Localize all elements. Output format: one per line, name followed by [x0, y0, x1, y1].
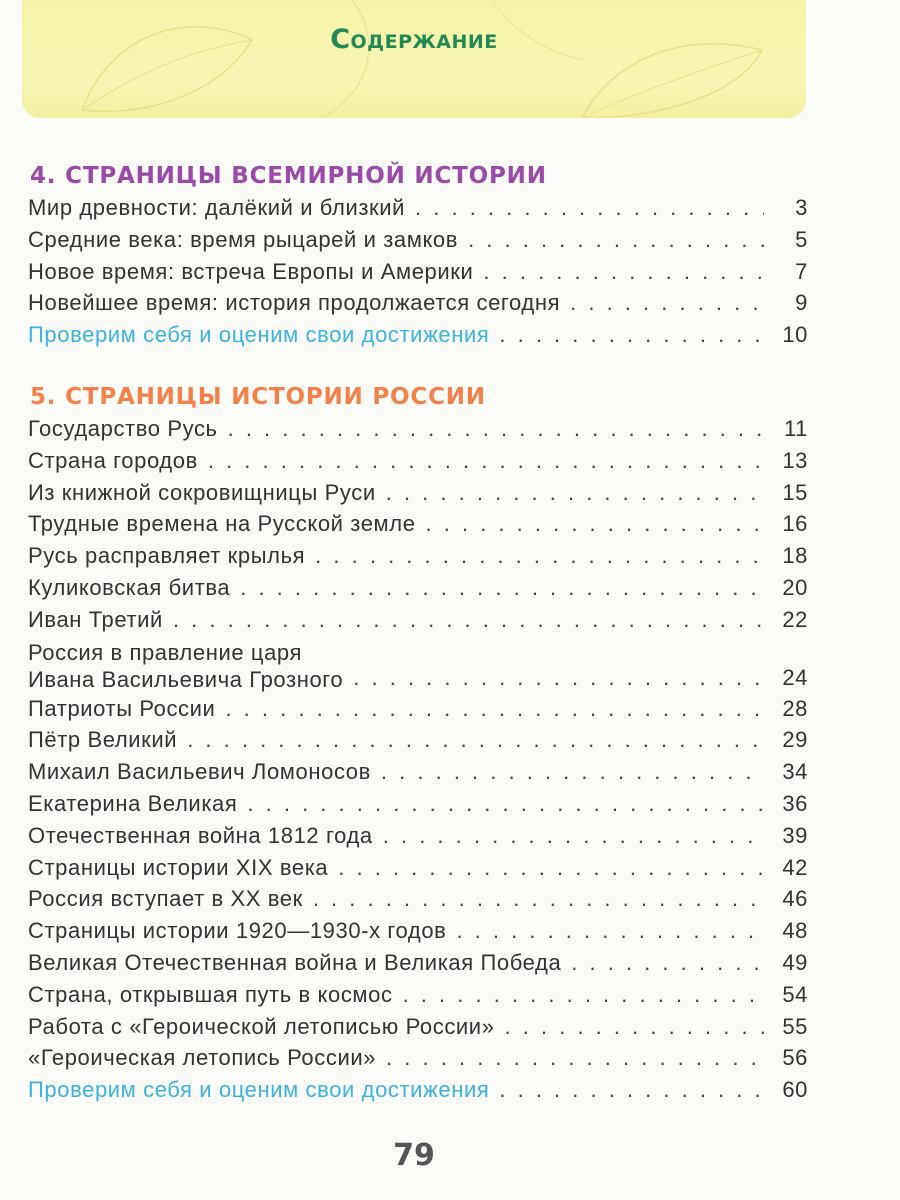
toc-entry[interactable] [28, 636, 808, 693]
toc-entry-page: 34 [782, 759, 808, 785]
toc-entry[interactable] [28, 979, 808, 1011]
toc-entry-title: Новое время: встреча Европы и Америки [28, 258, 474, 284]
toc-entry-page: 10 [782, 322, 808, 348]
toc-entry[interactable] [28, 477, 808, 509]
toc-entry-page: 54 [782, 981, 808, 1007]
dot-leader [499, 1074, 764, 1106]
toc-entry-page: 36 [782, 790, 808, 816]
dot-leader [386, 1042, 764, 1074]
toc-entry[interactable] [28, 413, 808, 445]
toc-entry-title: Из книжной сокровищницы Руси [28, 479, 376, 505]
toc-entry-title: Новейшее время: история продолжается сегодня [28, 290, 561, 316]
dot-leader [353, 662, 764, 693]
page-number: 79 [393, 1138, 435, 1173]
dot-leader [403, 979, 764, 1011]
toc-entry-page: 5 [795, 226, 808, 252]
dot-leader [225, 693, 764, 725]
dot-leader [247, 788, 764, 820]
toc-entry-page: 13 [782, 447, 808, 473]
toc-entry-page: 24 [782, 664, 808, 690]
toc-entry-page: 3 [795, 195, 808, 220]
dot-leader [499, 319, 764, 351]
toc-entry-title: Страна, открывшая путь в космос [28, 981, 393, 1007]
dot-leader [571, 947, 764, 979]
toc-entry-title: Средние века: время рыцарей и замков [28, 226, 459, 252]
toc-entry[interactable] [28, 256, 808, 288]
toc-entry-title: Мир древности: далёкий и близкий [28, 195, 406, 220]
toc-entry-page: 60 [782, 1077, 808, 1103]
toc-entry[interactable] [28, 788, 808, 820]
toc-entry-page: 7 [795, 258, 808, 284]
dot-leader [483, 256, 764, 288]
section-heading-russian-history: 5. СТРАНИЦЫ ИСТОРИИ РОССИИ [30, 383, 486, 410]
toc-entry-page: 16 [782, 511, 808, 537]
toc-entry-title: «Героическая летопись России» [28, 1045, 377, 1071]
toc-entry-title: Проверим себя и оценим свои достижения [28, 1077, 490, 1103]
toc-entry-title: Трудные времена на Русской земле [28, 511, 416, 537]
toc-entry-page: 22 [782, 606, 808, 632]
toc-entry[interactable] [28, 224, 808, 256]
dot-leader [468, 224, 764, 256]
toc-entry-page: 48 [782, 918, 808, 944]
toc-entry-page: 39 [782, 822, 808, 848]
toc-entry-title: Работа с «Героической летописью России» [28, 1013, 495, 1039]
toc-entry[interactable] [28, 1011, 808, 1043]
toc-entry-page: 49 [782, 949, 808, 975]
toc-entry-page: 46 [782, 886, 808, 912]
toc-entry-title: Страницы истории 1920—1930-х годов [28, 918, 447, 944]
toc-entry[interactable] [28, 852, 808, 884]
toc-entry[interactable] [28, 445, 808, 477]
toc-entry-page: 20 [782, 574, 808, 600]
dot-leader [240, 572, 764, 604]
toc-entry-page: 29 [782, 727, 808, 753]
toc-entry[interactable] [28, 572, 808, 604]
dot-leader [187, 724, 764, 756]
dot-leader [426, 508, 764, 540]
toc-entry-title: Проверим себя и оценим свои достижения [28, 322, 490, 348]
toc-entry-self-check[interactable] [28, 319, 808, 351]
toc-entry[interactable] [28, 915, 808, 947]
dot-leader [228, 413, 764, 445]
toc-entry[interactable] [28, 883, 808, 915]
dot-leader [313, 883, 764, 915]
toc-entry[interactable] [28, 1042, 808, 1074]
toc-entry[interactable] [28, 287, 808, 319]
toc-entry-title: Великая Отечественная война и Великая Победа [28, 949, 562, 975]
toc-entry[interactable] [28, 820, 808, 852]
dot-leader [415, 192, 764, 224]
toc-entry-page: 56 [782, 1045, 808, 1071]
toc-entry-page: 11 [783, 415, 808, 441]
toc-entry-title-line1: Россия в правление царя [28, 639, 303, 665]
toc-entry[interactable] [28, 192, 808, 224]
toc-entry-page: 55 [782, 1013, 808, 1039]
toc-entry[interactable] [28, 724, 808, 756]
toc-entry[interactable] [28, 693, 808, 725]
toc-entry-title: Михаил Васильевич Ломоносов [28, 759, 371, 785]
toc-entry[interactable] [28, 508, 808, 540]
dot-leader [338, 852, 764, 884]
toc-entry-title: Патриоты России [28, 695, 216, 721]
toc-entry-page: 18 [782, 543, 808, 569]
toc-entry-title-line2: Ивана Васильевича Грозного [28, 666, 344, 692]
dot-leader [208, 445, 764, 477]
dot-leader [570, 287, 764, 319]
dot-leader [173, 604, 764, 636]
toc-entry-title: Отечественная война 1812 года [28, 822, 373, 848]
toc-entry-title: Государство Русь [28, 415, 218, 441]
dot-leader [505, 1011, 764, 1043]
section-heading-world-history: 4. СТРАНИЦЫ ВСЕМИРНОЙ ИСТОРИИ [30, 163, 547, 189]
toc-entry-title: Пётр Великий [28, 727, 178, 753]
toc-entry-title: Страна городов [28, 447, 198, 473]
toc-entry[interactable] [28, 756, 808, 788]
toc-entry[interactable] [28, 604, 808, 636]
toc-entry-page: 42 [782, 854, 808, 880]
page-title: Содержание [330, 24, 498, 55]
toc-entry-title [28, 639, 343, 693]
header-band [22, 0, 806, 118]
toc-entry[interactable] [28, 540, 808, 572]
toc-entry-title: Русь расправляет крылья [28, 543, 306, 569]
table-of-contents [28, 160, 808, 1106]
dot-leader [456, 915, 764, 947]
leaf-decoration [22, 0, 806, 118]
toc-entry-page: 28 [782, 695, 808, 721]
toc-entry-page: 9 [795, 290, 808, 316]
toc-entry[interactable] [28, 947, 808, 979]
dot-leader [381, 756, 764, 788]
toc-entry-self-check[interactable] [28, 1074, 808, 1106]
toc-entry-title: Екатерина Великая [28, 790, 238, 816]
toc-entry-title: Куликовская битва [28, 574, 231, 600]
dot-leader [383, 820, 764, 852]
toc-entry-page: 15 [782, 479, 808, 505]
toc-entry-title: Иван Третий [28, 606, 163, 632]
dot-leader [315, 540, 764, 572]
toc-entry-title: Страницы истории XIX века [28, 854, 329, 880]
toc-entry-title: Россия вступает в XX век [28, 886, 303, 912]
dot-leader [386, 477, 764, 509]
